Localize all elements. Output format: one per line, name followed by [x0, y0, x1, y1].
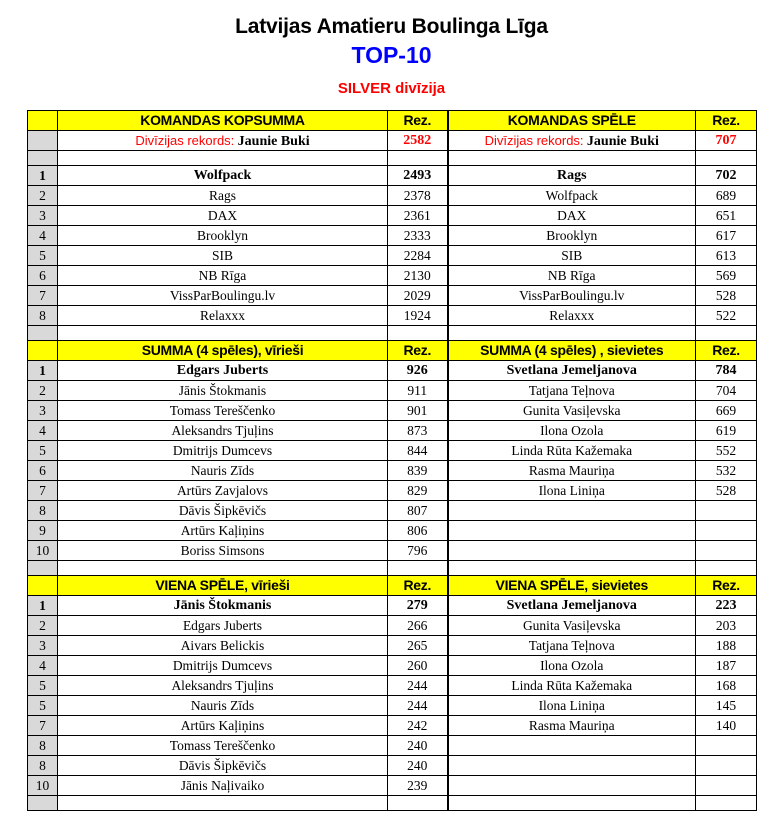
row-left-name: Boriss Simsons: [58, 541, 388, 561]
row-right-name: Relaxxx: [448, 306, 696, 326]
row-rank: 3: [28, 401, 58, 421]
table-end-spacer-row: [28, 796, 757, 811]
row-right-value: 617: [696, 226, 757, 246]
row-right-value: 187: [696, 656, 757, 676]
row-left-value: 901: [388, 401, 448, 421]
row-right-value: 140: [696, 716, 757, 736]
row-left-value: 807: [388, 501, 448, 521]
section-header-left: VIENA SPĒLE, vīrieši: [58, 576, 388, 596]
header-rank-cell: [28, 341, 58, 361]
row-rank: 1: [28, 166, 58, 186]
row-left-name: Nauris Zīds: [58, 696, 388, 716]
spacer-rank-cell: [28, 796, 58, 811]
row-left-value: 829: [388, 481, 448, 501]
header-rank-cell: [28, 576, 58, 596]
row-left-value: 239: [388, 776, 448, 796]
record-team: Jaunie Buki: [586, 133, 659, 149]
record-left: [58, 131, 388, 151]
row-left-name: Relaxxx: [58, 306, 388, 326]
row-right-value: 145: [696, 696, 757, 716]
row-left-name: Aivars Belickis: [58, 636, 388, 656]
division-title: SILVER divīzija: [337, 80, 446, 97]
row-right-value: 619: [696, 421, 757, 441]
spacer-rank-cell: [28, 561, 58, 576]
row-rank: 4: [28, 226, 58, 246]
row-left-name: Edgars Juberts: [58, 616, 388, 636]
row-left-value: 2361: [388, 206, 448, 226]
row-right-name: Wolfpack: [448, 186, 696, 206]
division-record-row: [28, 131, 757, 151]
row-right-value: [696, 521, 757, 541]
spacer-cell: [696, 151, 757, 166]
spacer-cell: [448, 151, 696, 166]
record-label: Divīzijas rekords:: [484, 132, 584, 148]
section-header-left-rez: Rez.: [388, 341, 448, 361]
section-header-right: VIENA SPĒLE, sievietes: [448, 576, 696, 596]
row-left-name: Jānis Naļivaiko: [58, 776, 388, 796]
standings-body: [28, 111, 757, 811]
row-left-name: Rags: [58, 186, 388, 206]
table-row: [28, 736, 757, 756]
row-right-value: 704: [696, 381, 757, 401]
row-right-name: Ilona Ozola: [448, 421, 696, 441]
table-row: [28, 541, 757, 561]
section-header-left-rez: Rez.: [388, 111, 448, 131]
header-rank-cell: [28, 111, 58, 131]
row-left-value: 242: [388, 716, 448, 736]
row-right-name: [448, 756, 696, 776]
row-left-value: 2284: [388, 246, 448, 266]
spacer-cell: [388, 561, 448, 576]
table-row: [28, 286, 757, 306]
spacer-cell: [58, 796, 388, 811]
row-rank: 6: [28, 266, 58, 286]
row-left-name: Artūrs Kaļiņins: [58, 716, 388, 736]
row-left-name: Brooklyn: [58, 226, 388, 246]
table-row: [28, 521, 757, 541]
row-right-name: [448, 541, 696, 561]
table-row: [28, 421, 757, 441]
table-row: [28, 441, 757, 461]
row-right-name: Ilona Liniņa: [448, 481, 696, 501]
table-row: [28, 306, 757, 326]
row-rank: 4: [28, 656, 58, 676]
table-row: [28, 756, 757, 776]
row-rank: 7: [28, 716, 58, 736]
section-spacer-row: [28, 326, 757, 341]
spacer-cell: [696, 796, 757, 811]
record-left-value: 2582: [388, 131, 448, 151]
row-right-value: 702: [696, 166, 757, 186]
row-left-name: Edgars Juberts: [58, 361, 388, 381]
row-rank: 1: [28, 361, 58, 381]
row-rank: 8: [28, 501, 58, 521]
row-rank: 4: [28, 421, 58, 441]
record-right: [448, 131, 696, 151]
row-right-name: DAX: [448, 206, 696, 226]
row-right-value: 168: [696, 676, 757, 696]
section-header-row: [28, 341, 757, 361]
row-rank: 3: [28, 636, 58, 656]
table-row: [28, 206, 757, 226]
row-rank: 2: [28, 381, 58, 401]
row-left-value: 796: [388, 541, 448, 561]
row-left-value: 2130: [388, 266, 448, 286]
title-block: [0, 0, 783, 99]
page-title: Latvijas Amatieru Boulinga Līga: [235, 15, 548, 38]
table-row: [28, 636, 757, 656]
row-right-value: [696, 541, 757, 561]
row-right-name: Ilona Liniņa: [448, 696, 696, 716]
row-right-name: [448, 521, 696, 541]
row-left-value: 844: [388, 441, 448, 461]
row-right-name: Linda Rūta Kažemaka: [448, 676, 696, 696]
row-right-value: [696, 501, 757, 521]
section-header-right: SUMMA (4 spēles) , sievietes: [448, 341, 696, 361]
table-row: [28, 186, 757, 206]
spacer-cell: [388, 796, 448, 811]
table-row: [28, 381, 757, 401]
table-row: [28, 676, 757, 696]
spacer-cell: [58, 151, 388, 166]
row-right-value: 552: [696, 441, 757, 461]
row-right-value: 203: [696, 616, 757, 636]
row-rank: 7: [28, 481, 58, 501]
row-left-value: 839: [388, 461, 448, 481]
row-right-name: Rasma Mauriņa: [448, 716, 696, 736]
table-row: [28, 656, 757, 676]
row-left-name: Dāvis Šipkēvičs: [58, 756, 388, 776]
row-right-value: 651: [696, 206, 757, 226]
page-subtitle: TOP-10: [351, 42, 432, 68]
row-right-value: 532: [696, 461, 757, 481]
row-right-name: Gunita Vasiļevska: [448, 401, 696, 421]
row-right-value: [696, 776, 757, 796]
table-row: [28, 501, 757, 521]
row-left-value: 240: [388, 756, 448, 776]
section-spacer-row: [28, 561, 757, 576]
standings-table: [27, 110, 757, 811]
row-rank: 2: [28, 616, 58, 636]
row-right-name: Rasma Mauriņa: [448, 461, 696, 481]
row-right-value: [696, 736, 757, 756]
row-rank: 5: [28, 246, 58, 266]
table-row: [28, 461, 757, 481]
row-rank: 5: [28, 441, 58, 461]
row-left-name: Dāvis Šipkēvičs: [58, 501, 388, 521]
spacer-cell: [58, 561, 388, 576]
row-left-name: Dmitrijs Dumcevs: [58, 441, 388, 461]
row-left-name: Artūrs Zavjalovs: [58, 481, 388, 501]
record-team: Jaunie Buki: [237, 133, 310, 149]
record-label: Divīzijas rekords:: [135, 132, 235, 148]
table-row: [28, 246, 757, 266]
spacer-cell: [448, 561, 696, 576]
row-left-value: 2378: [388, 186, 448, 206]
row-left-value: 926: [388, 361, 448, 381]
row-left-value: 265: [388, 636, 448, 656]
row-right-value: 784: [696, 361, 757, 381]
row-right-name: Brooklyn: [448, 226, 696, 246]
row-left-value: 240: [388, 736, 448, 756]
section-header-row: [28, 111, 757, 131]
row-left-value: 266: [388, 616, 448, 636]
row-left-name: Jānis Štokmanis: [58, 596, 388, 616]
row-left-name: Aleksandrs Tjuļins: [58, 676, 388, 696]
row-rank: 8: [28, 736, 58, 756]
row-right-value: 613: [696, 246, 757, 266]
row-right-name: Ilona Ozola: [448, 656, 696, 676]
row-right-name: NB Rīga: [448, 266, 696, 286]
row-right-name: Svetlana Jemeljanova: [448, 361, 696, 381]
row-left-name: Tomass Tereščenko: [58, 736, 388, 756]
table-row: [28, 716, 757, 736]
section-header-right-rez: Rez.: [696, 111, 757, 131]
row-left-name: Wolfpack: [58, 166, 388, 186]
row-left-name: VissParBoulingu.lv: [58, 286, 388, 306]
row-left-name: NB Rīga: [58, 266, 388, 286]
row-right-value: [696, 756, 757, 776]
table-row: [28, 226, 757, 246]
row-right-value: 188: [696, 636, 757, 656]
row-right-name: Gunita Vasiļevska: [448, 616, 696, 636]
section-header-right-rez: Rez.: [696, 341, 757, 361]
table-row: [28, 401, 757, 421]
row-left-value: 2333: [388, 226, 448, 246]
row-left-value: 244: [388, 676, 448, 696]
row-right-name: Svetlana Jemeljanova: [448, 596, 696, 616]
row-left-name: Artūrs Kaļiņins: [58, 521, 388, 541]
row-left-name: DAX: [58, 206, 388, 226]
row-left-name: Nauris Zīds: [58, 461, 388, 481]
spacer-cell: [388, 151, 448, 166]
spacer-rank-cell: [28, 326, 58, 341]
row-right-value: 689: [696, 186, 757, 206]
row-rank: 10: [28, 541, 58, 561]
row-left-value: 244: [388, 696, 448, 716]
record-right-value: 707: [696, 131, 757, 151]
row-rank: 2: [28, 186, 58, 206]
table-row: [28, 616, 757, 636]
row-left-name: Aleksandrs Tjuļins: [58, 421, 388, 441]
table-row: [28, 266, 757, 286]
spacer-rank-cell: [28, 151, 58, 166]
row-left-name: Dmitrijs Dumcevs: [58, 656, 388, 676]
table-row: [28, 481, 757, 501]
row-left-name: Tomass Tereščenko: [58, 401, 388, 421]
record-spacer-row: [28, 151, 757, 166]
row-left-value: 1924: [388, 306, 448, 326]
row-right-name: Rags: [448, 166, 696, 186]
section-header-right: KOMANDAS SPĒLE: [448, 111, 696, 131]
spacer-cell: [448, 796, 696, 811]
row-left-name: Jānis Štokmanis: [58, 381, 388, 401]
spacer-cell: [696, 561, 757, 576]
row-left-value: 260: [388, 656, 448, 676]
row-right-value: 528: [696, 286, 757, 306]
row-rank: 8: [28, 306, 58, 326]
table-row: [28, 596, 757, 616]
row-rank: 9: [28, 521, 58, 541]
record-rank-cell: [28, 131, 58, 151]
row-rank: 5: [28, 696, 58, 716]
row-left-name: SIB: [58, 246, 388, 266]
spacer-cell: [58, 326, 388, 341]
row-left-value: 2029: [388, 286, 448, 306]
row-right-name: [448, 736, 696, 756]
row-right-name: Linda Rūta Kažemaka: [448, 441, 696, 461]
row-right-name: Tatjana Teļnova: [448, 636, 696, 656]
row-right-value: 669: [696, 401, 757, 421]
row-right-value: 528: [696, 481, 757, 501]
row-rank: 5: [28, 676, 58, 696]
spacer-cell: [696, 326, 757, 341]
table-row: [28, 696, 757, 716]
row-rank: 7: [28, 286, 58, 306]
spacer-cell: [448, 326, 696, 341]
table-row: [28, 776, 757, 796]
table-row: [28, 166, 757, 186]
row-rank: 6: [28, 461, 58, 481]
table-row: [28, 361, 757, 381]
row-right-name: Tatjana Teļnova: [448, 381, 696, 401]
row-left-value: 279: [388, 596, 448, 616]
row-left-value: 806: [388, 521, 448, 541]
row-right-name: [448, 501, 696, 521]
section-header-left: SUMMA (4 spēles), vīrieši: [58, 341, 388, 361]
row-rank: 10: [28, 776, 58, 796]
spacer-cell: [388, 326, 448, 341]
row-right-name: SIB: [448, 246, 696, 266]
row-right-value: 522: [696, 306, 757, 326]
row-rank: 3: [28, 206, 58, 226]
row-right-value: 223: [696, 596, 757, 616]
row-left-value: 2493: [388, 166, 448, 186]
row-right-name: [448, 776, 696, 796]
row-rank: 8: [28, 756, 58, 776]
row-left-value: 873: [388, 421, 448, 441]
section-header-left: KOMANDAS KOPSUMMA: [58, 111, 388, 131]
section-header-row: [28, 576, 757, 596]
row-right-name: VissParBoulingu.lv: [448, 286, 696, 306]
section-header-left-rez: Rez.: [388, 576, 448, 596]
row-left-value: 911: [388, 381, 448, 401]
section-header-right-rez: Rez.: [696, 576, 757, 596]
row-rank: 1: [28, 596, 58, 616]
row-right-value: 569: [696, 266, 757, 286]
